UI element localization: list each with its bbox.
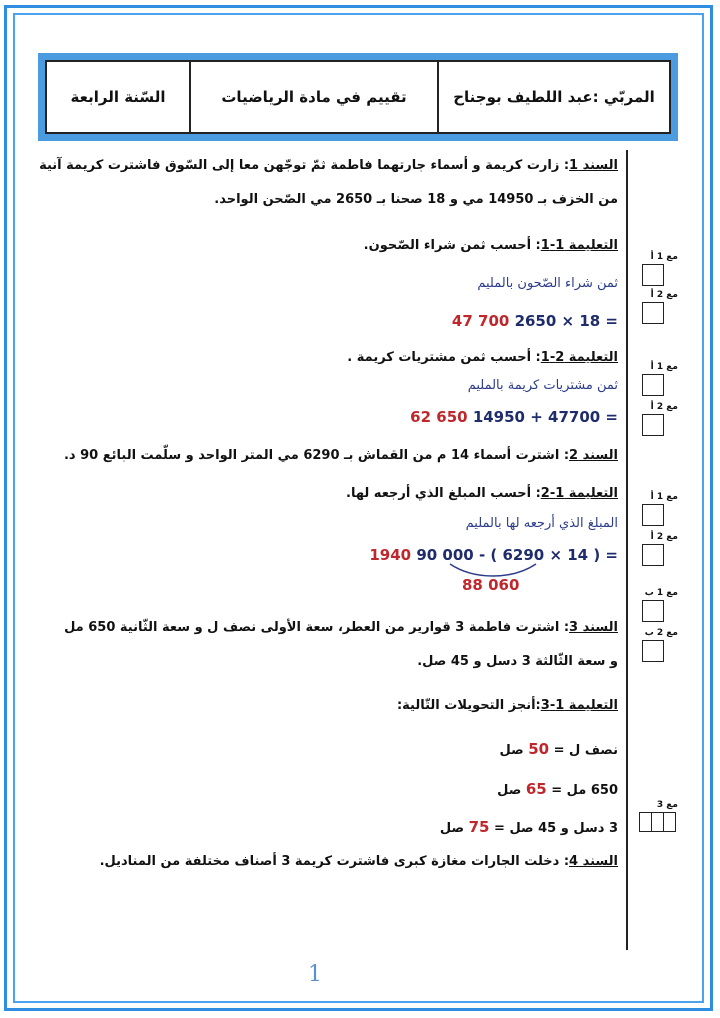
t11-answer-label: ثمن شراء الصّحون بالمليم	[477, 276, 618, 291]
criterion-3: مع 1 أ	[638, 362, 678, 396]
sanad2-label: السند 2	[569, 448, 618, 463]
sanad1-line1	[39, 158, 618, 173]
t12-result: 62 650	[410, 408, 468, 426]
sanad2-line	[64, 448, 618, 463]
conv2-post: صل	[497, 783, 526, 798]
criterion-6: مع 2 أ	[638, 532, 678, 566]
sanad4-label: السند 4	[569, 854, 618, 869]
conv1-pre: نصف ل =	[549, 743, 618, 758]
t12-equation	[410, 408, 618, 426]
sanad3-text1: : اشترت فاطمة 3 قوارير من العطر، سعة الأولى نصف ل و سعة الثّانية 650 مل	[64, 620, 570, 635]
t21-partial: 88 060	[462, 576, 520, 594]
sanad1-label: السند 1	[569, 158, 618, 173]
criterion-9: مع 3	[638, 800, 678, 832]
t21-answer-label: المبلغ الذي أرجعه لها بالمليم	[465, 516, 618, 531]
score-box[interactable]	[642, 544, 664, 566]
t11-equation	[452, 312, 618, 330]
criterion-7: مع 1 ب	[638, 588, 678, 622]
t12-line	[347, 350, 618, 365]
score-box-triple[interactable]	[640, 812, 678, 832]
t12-text: : أحسب ثمن مشتريات كريمة .	[347, 350, 541, 365]
t31-conv2	[497, 780, 618, 798]
header-table	[38, 53, 678, 141]
criterion-8: مع 2 ب	[638, 628, 678, 662]
sanad4-text: : دخلت الجارات مغازة كبرى فاشترت كريمة 3 أصناف مختلفة من المناديل.	[99, 854, 570, 869]
conv1-post: صل	[499, 743, 529, 758]
score-box[interactable]	[642, 504, 664, 526]
conv2-pre: 650 مل =	[546, 783, 618, 798]
conv2-value: 65	[525, 780, 547, 798]
criterion-1: مع 1 أ	[638, 252, 678, 286]
t21-text: : أحسب المبلغ الذي أرجعه لها.	[346, 486, 541, 501]
conv1-value: 50	[528, 740, 550, 758]
t12-answer-label: ثمن مشتريات كريمة بالمليم	[467, 378, 618, 393]
criterion-4: مع 2 أ	[638, 402, 678, 436]
conv3-pre: 3 دسل و 45 صل =	[489, 821, 618, 836]
score-box[interactable]	[642, 414, 664, 436]
t11-line	[364, 238, 618, 253]
sanad1-text1: : زارت كريمة و أسماء جارتهما فاطمة ثمّ توجّهن معا إلى السّوق فاشترت كريمة آنية	[39, 158, 570, 173]
exercise-area	[30, 150, 628, 950]
page-number: 1	[308, 962, 322, 987]
t21-line	[346, 486, 618, 501]
score-box[interactable]	[642, 600, 664, 622]
t31-label: التعليمة 1-3	[540, 698, 618, 713]
t31-text: :أنجز التحويلات التّالية:	[396, 698, 541, 713]
t12-label: التعليمة 2-1	[540, 350, 618, 365]
t31-line	[397, 698, 618, 713]
sanad2-text: : اشترت أسماء 14 م من القماش بـ 6290 مي المتر الواحد و سلّمت البائع 90 د.	[63, 448, 570, 463]
sanad3-line1	[64, 620, 618, 635]
conv3-post: صل	[439, 821, 469, 836]
score-box[interactable]	[642, 374, 664, 396]
score-box[interactable]	[642, 302, 664, 324]
sanad1-text2: من الخزف بـ 14950 مي و 18 صحنا بـ 2650 مي الصّحن الواحد.	[214, 192, 618, 207]
t31-conv1	[499, 740, 618, 758]
t11-eq: 2650 × 18 =	[514, 312, 618, 330]
grade-cell: السّنة الرابعة	[70, 88, 166, 106]
t12-eq: 14950 + 47700 =	[472, 408, 618, 426]
subject-cell: تقييم في مادة الرياضيات	[189, 62, 437, 132]
sanad4-line	[100, 854, 618, 869]
t21-label: التعليمة 1-2	[540, 486, 618, 501]
t11-label: التعليمة 1-1	[540, 238, 618, 253]
t21-eq: 90 000 - ( 6290 × 14 ) =	[416, 546, 618, 564]
sanad3-text2: و سعة الثّالثة 3 دسل و 45 صل.	[417, 654, 618, 669]
t21-result: 1940	[369, 546, 412, 564]
sanad3-label: السند 3	[569, 620, 618, 635]
criterion-2: مع 2 أ	[638, 290, 678, 324]
t31-conv3	[440, 818, 618, 836]
t11-text: : أحسب ثمن شراء الصّحون.	[363, 238, 541, 253]
teacher-cell: المربّي :عبد اللطيف بوجناح	[437, 62, 669, 132]
conv3-value: 75	[468, 818, 490, 836]
t11-result: 47 700	[451, 312, 510, 330]
score-box[interactable]	[642, 264, 664, 286]
score-box[interactable]	[642, 640, 664, 662]
criterion-5: مع 1 أ	[638, 492, 678, 526]
